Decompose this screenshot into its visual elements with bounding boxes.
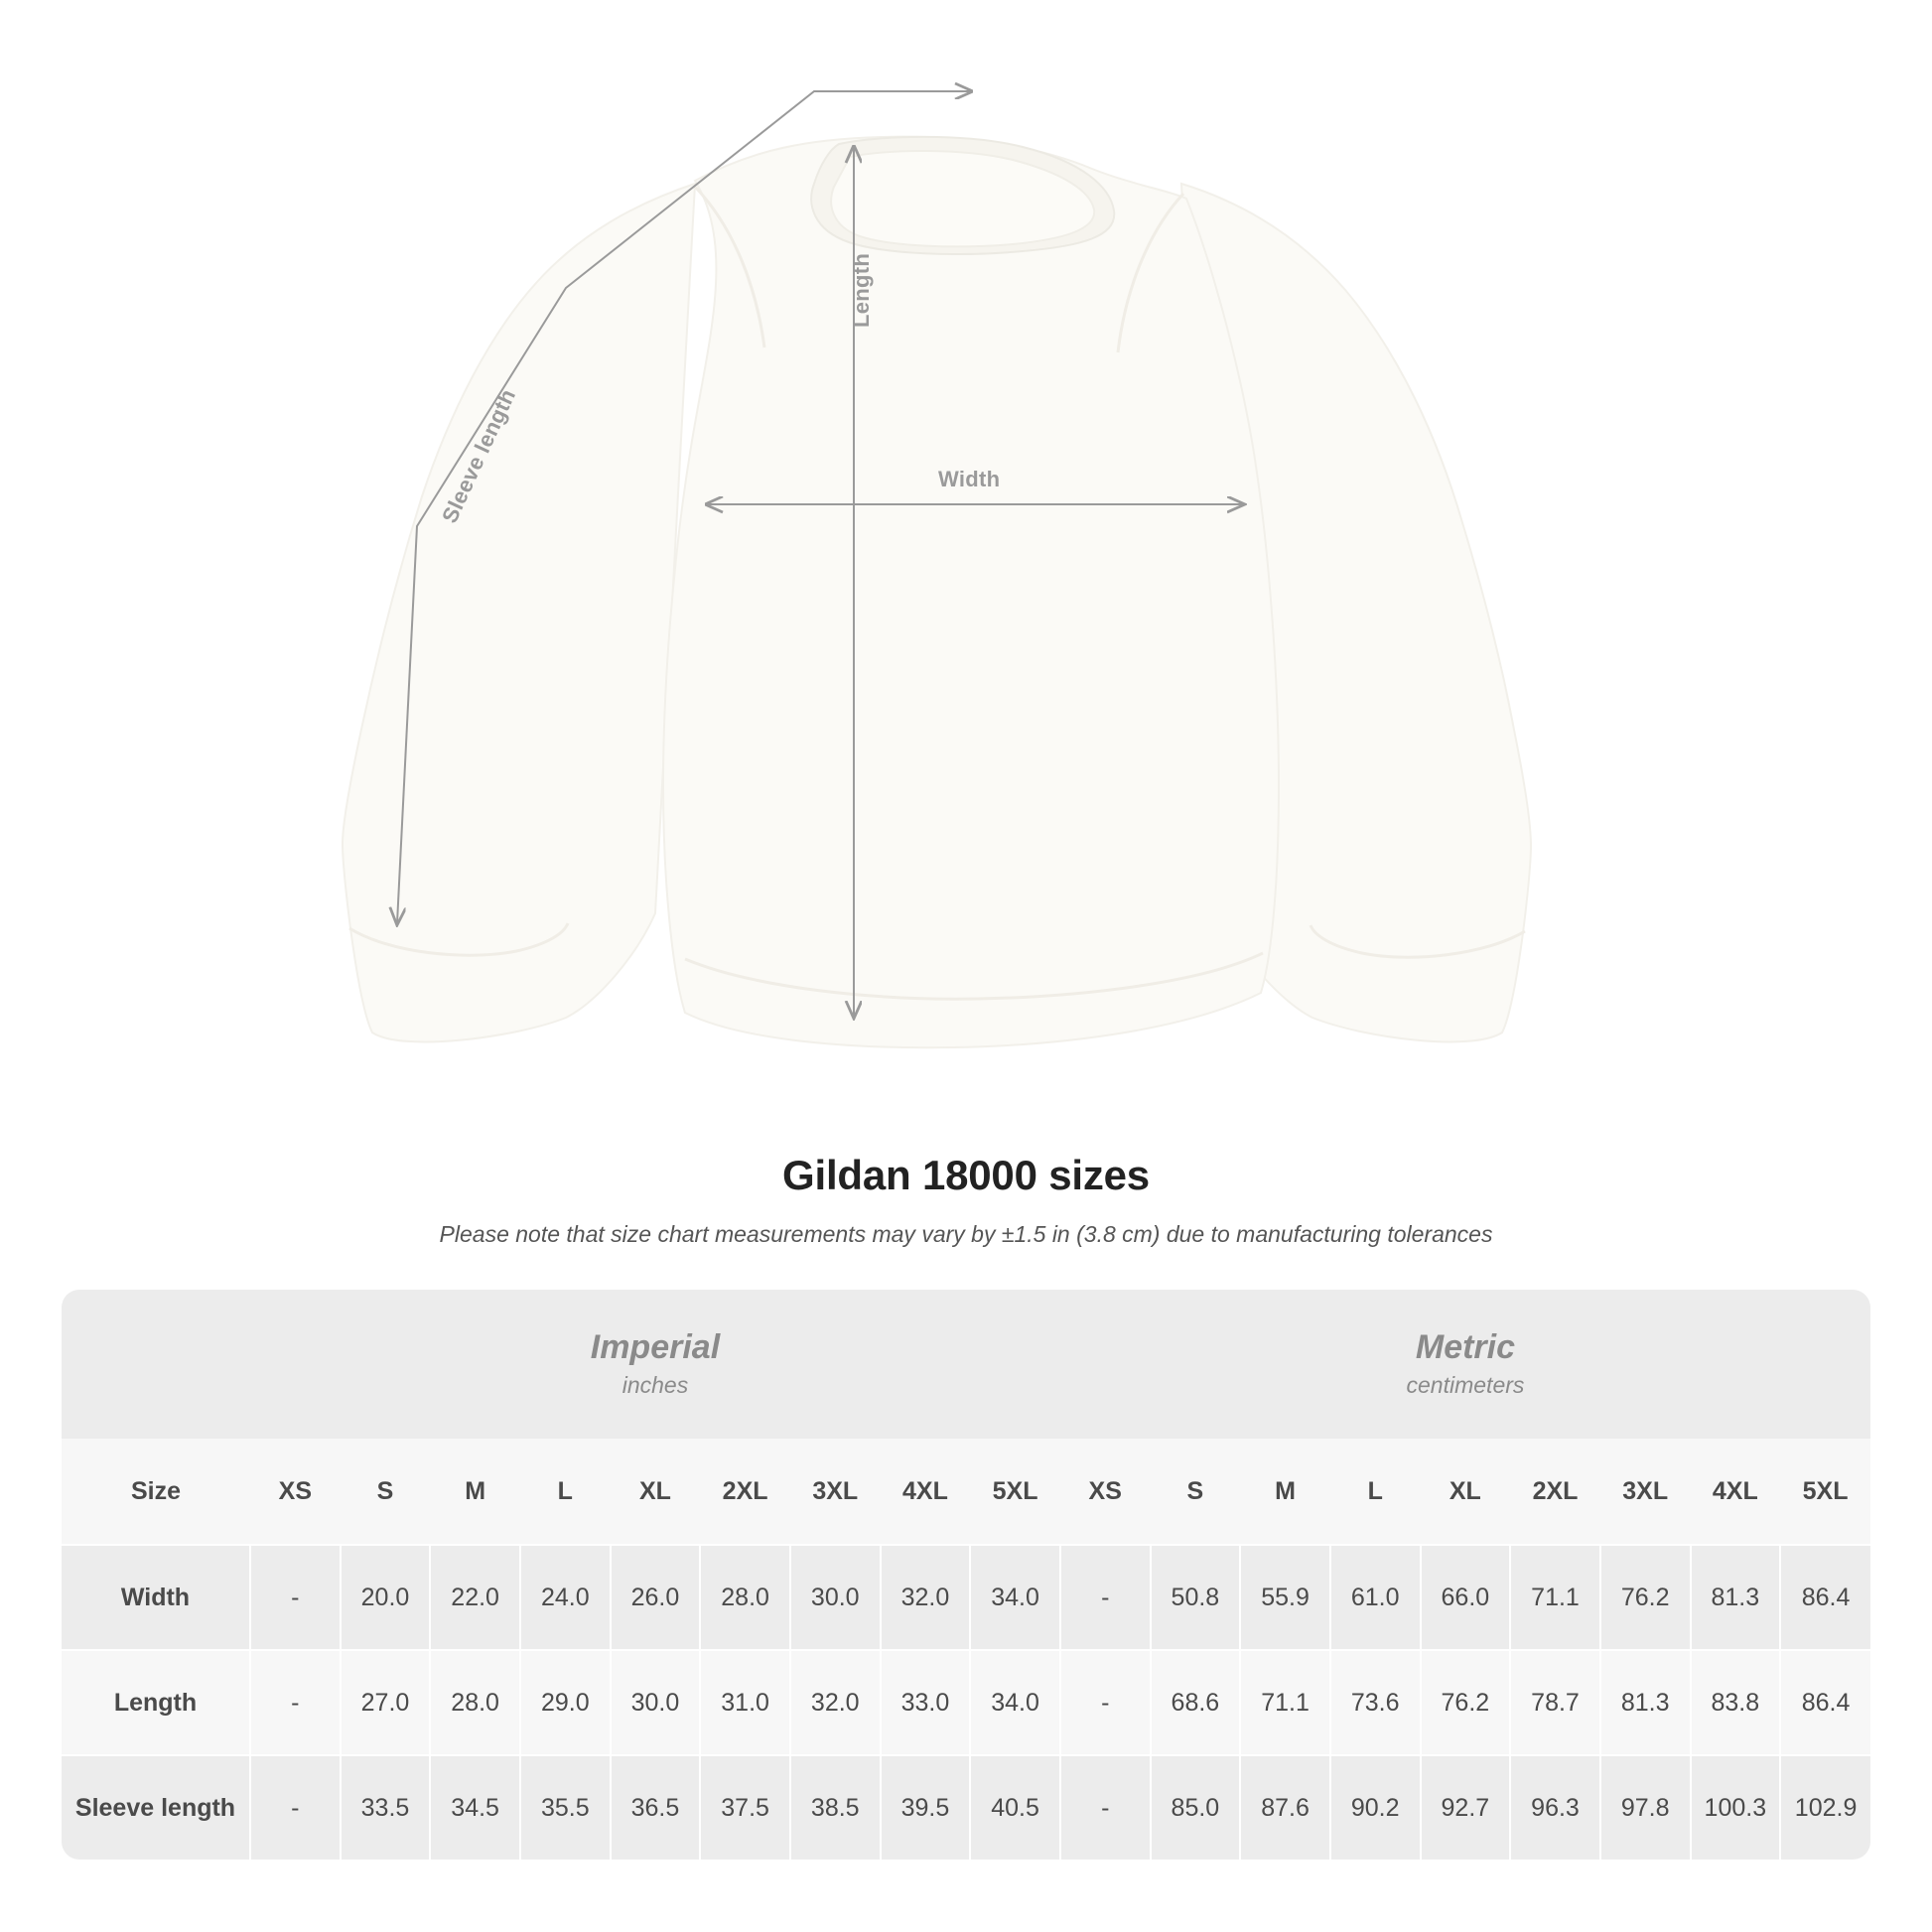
table-cell: 34.0 [970, 1545, 1060, 1650]
size-header-label: Size [62, 1439, 250, 1545]
size-header-cell: M [1240, 1439, 1330, 1545]
size-header-cell: 4XL [881, 1439, 971, 1545]
table-cell: 97.8 [1600, 1755, 1691, 1860]
table-cell: 27.0 [341, 1650, 431, 1755]
table-cell: 30.0 [790, 1545, 881, 1650]
table-cell: 34.0 [970, 1650, 1060, 1755]
size-header-cell: S [341, 1439, 431, 1545]
sleeve-length-dimension-label: Sleeve length [437, 384, 521, 527]
table-cell: 61.0 [1330, 1545, 1421, 1650]
table-cell: 38.5 [790, 1755, 881, 1860]
size-header-cell: 5XL [1780, 1439, 1870, 1545]
size-header-cell: L [1330, 1439, 1421, 1545]
table-cell: 32.0 [881, 1545, 971, 1650]
table-cell: - [1060, 1650, 1151, 1755]
table-cell: - [1060, 1755, 1151, 1860]
table-row [62, 1650, 1870, 1755]
size-header-cell: XL [1421, 1439, 1511, 1545]
table-cell: 76.2 [1600, 1545, 1691, 1650]
table-cell: 71.1 [1240, 1650, 1330, 1755]
row-label-sleeve-length: Sleeve length [62, 1755, 250, 1860]
size-table-container [62, 1290, 1870, 1860]
unit-group-imperial-name: Imperial [590, 1327, 721, 1366]
table-cell: 36.5 [611, 1755, 701, 1860]
table-cell: 71.1 [1510, 1545, 1600, 1650]
size-header-cell: XL [611, 1439, 701, 1545]
table-cell: 34.5 [430, 1755, 520, 1860]
table-cell: 92.7 [1421, 1755, 1511, 1860]
size-header-row [62, 1439, 1870, 1545]
table-cell: 86.4 [1780, 1650, 1870, 1755]
unit-group-imperial [250, 1290, 1060, 1439]
table-cell: 68.6 [1151, 1650, 1241, 1755]
table-cell: 66.0 [1421, 1545, 1511, 1650]
table-cell: 76.2 [1421, 1650, 1511, 1755]
table-cell: 85.0 [1151, 1755, 1241, 1860]
size-header-cell: L [520, 1439, 611, 1545]
table-cell: 55.9 [1240, 1545, 1330, 1650]
size-header-cell: 4XL [1691, 1439, 1781, 1545]
table-cell: - [1060, 1545, 1151, 1650]
page-title: Gildan 18000 sizes [782, 1152, 1150, 1198]
size-header-cell: 2XL [700, 1439, 790, 1545]
table-cell: 78.7 [1510, 1650, 1600, 1755]
page-subtitle: Please note that size chart measurements may vary by ±1.5 in (3.8 cm) due to manufacturing tolerances [439, 1221, 1493, 1247]
unit-group-imperial-unit: inches [621, 1372, 689, 1398]
size-header-cell: XS [1060, 1439, 1151, 1545]
table-cell: 39.5 [881, 1755, 971, 1860]
table-cell: 102.9 [1780, 1755, 1870, 1860]
table-cell: 81.3 [1600, 1650, 1691, 1755]
table-cell: 28.0 [430, 1650, 520, 1755]
unit-group-metric-unit: centimeters [1406, 1372, 1525, 1398]
table-cell: 28.0 [700, 1545, 790, 1650]
row-label-length: Length [62, 1650, 250, 1755]
table-cell: 29.0 [520, 1650, 611, 1755]
size-header-cell: XS [250, 1439, 341, 1545]
table-row [62, 1755, 1870, 1860]
table-cell: - [250, 1650, 341, 1755]
sweatshirt-shape [343, 137, 1531, 1048]
size-table [62, 1290, 1870, 1860]
size-header-cell: 3XL [1600, 1439, 1691, 1545]
table-cell: 33.0 [881, 1650, 971, 1755]
table-cell: - [250, 1755, 341, 1860]
row-label-width: Width [62, 1545, 250, 1650]
table-cell: 96.3 [1510, 1755, 1600, 1860]
table-cell: 26.0 [611, 1545, 701, 1650]
table-cell: 100.3 [1691, 1755, 1781, 1860]
unit-header-spacer [62, 1290, 250, 1439]
table-cell: 20.0 [341, 1545, 431, 1650]
table-cell: 40.5 [970, 1755, 1060, 1860]
table-cell: 37.5 [700, 1755, 790, 1860]
size-header-cell: 5XL [970, 1439, 1060, 1545]
size-header-cell: M [430, 1439, 520, 1545]
table-cell: 35.5 [520, 1755, 611, 1860]
table-cell: - [250, 1545, 341, 1650]
table-cell: 33.5 [341, 1755, 431, 1860]
width-dimension-label: Width [938, 467, 1001, 491]
size-header-cell: 2XL [1510, 1439, 1600, 1545]
table-cell: 50.8 [1151, 1545, 1241, 1650]
table-cell: 30.0 [611, 1650, 701, 1755]
table-cell: 81.3 [1691, 1545, 1781, 1650]
table-cell: 22.0 [430, 1545, 520, 1650]
length-dimension-label: Length [849, 252, 874, 328]
table-row [62, 1545, 1870, 1650]
table-cell: 83.8 [1691, 1650, 1781, 1755]
unit-header-row [62, 1290, 1870, 1439]
unit-group-metric-name: Metric [1415, 1327, 1516, 1366]
unit-group-metric [1060, 1290, 1870, 1439]
table-cell: 87.6 [1240, 1755, 1330, 1860]
size-header-cell: 3XL [790, 1439, 881, 1545]
table-cell: 90.2 [1330, 1755, 1421, 1860]
size-header-cell: S [1151, 1439, 1241, 1545]
table-cell: 32.0 [790, 1650, 881, 1755]
table-cell: 86.4 [1780, 1545, 1870, 1650]
table-cell: 31.0 [700, 1650, 790, 1755]
table-cell: 24.0 [520, 1545, 611, 1650]
table-cell: 73.6 [1330, 1650, 1421, 1755]
